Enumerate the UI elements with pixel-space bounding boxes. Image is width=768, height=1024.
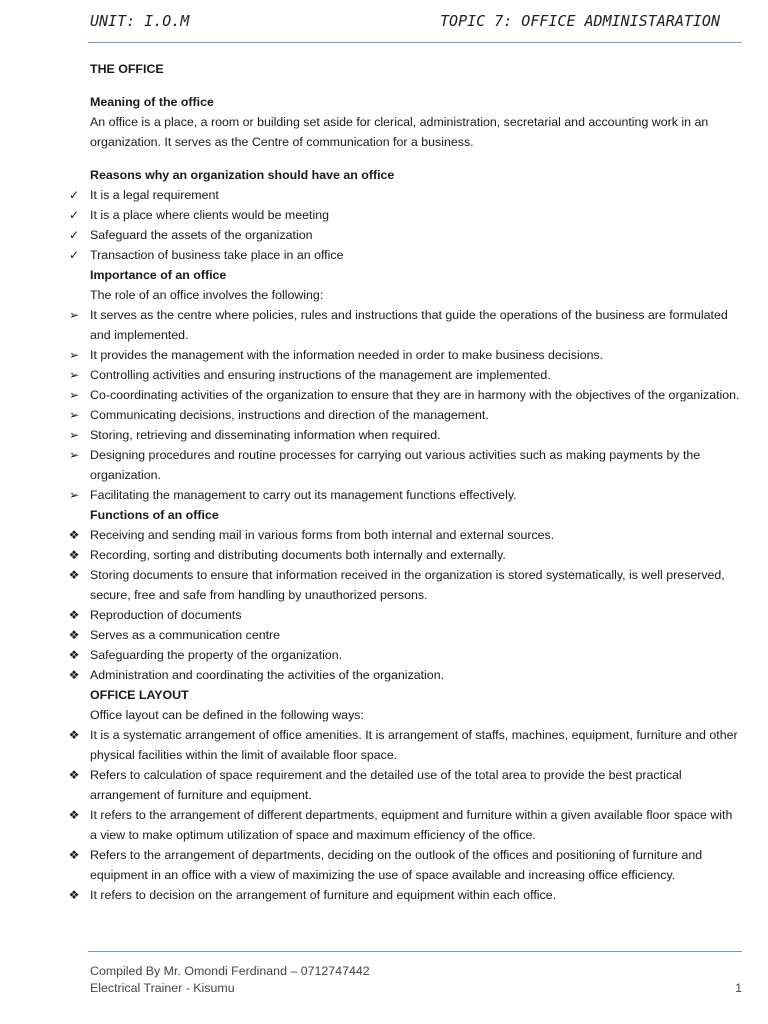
diamond-bullet-icon: ❖ bbox=[68, 548, 80, 562]
arrow-bullet-icon: ➢ bbox=[68, 308, 80, 322]
list-item: ❖ Safeguarding the property of the organization. bbox=[90, 645, 740, 665]
diamond-bullet-icon: ❖ bbox=[68, 668, 80, 682]
meaning-paragraph: An office is a place, a room or building set aside for clerical, administration, secretarial and accounting work in an organization. It serves as the Centre of communication for a business. bbox=[90, 115, 709, 149]
document-body bbox=[68, 59, 740, 905]
diamond-bullet-icon: ❖ bbox=[68, 568, 80, 582]
list-item: ➢ Controlling activities and ensuring instructions of the management are implemented. bbox=[90, 365, 740, 385]
page-footer bbox=[90, 963, 370, 997]
arrow-bullet-icon: ➢ bbox=[68, 348, 80, 362]
checkmark-icon: ✓ bbox=[68, 248, 80, 262]
arrow-bullet-icon: ➢ bbox=[68, 488, 80, 502]
reasons-list bbox=[68, 185, 740, 265]
arrow-bullet-icon: ➢ bbox=[68, 408, 80, 422]
list-item: ➢ Co-coordinating activities of the organization to ensure that they are in harmony with the objectives of the organization. bbox=[90, 385, 740, 405]
layout-heading: OFFICE LAYOUT bbox=[90, 688, 189, 702]
author-role: Electrical Trainer - Kisumu bbox=[90, 981, 235, 995]
list-item: ✓ It is a legal requirement bbox=[90, 185, 740, 205]
diamond-bullet-icon: ❖ bbox=[68, 648, 80, 662]
functions-heading: Functions of an office bbox=[90, 508, 219, 522]
checkmark-icon: ✓ bbox=[68, 208, 80, 222]
list-item: ❖ Reproduction of documents bbox=[90, 605, 740, 625]
arrow-bullet-icon: ➢ bbox=[68, 448, 80, 462]
diamond-bullet-icon: ❖ bbox=[68, 628, 80, 642]
list-item: ➢ Communicating decisions, instructions and direction of the management. bbox=[90, 405, 740, 425]
spacer bbox=[90, 152, 740, 165]
page-header bbox=[90, 10, 720, 34]
list-item: ❖ Serves as a communication centre bbox=[90, 625, 740, 645]
importance-list bbox=[68, 305, 740, 505]
checkmark-icon: ✓ bbox=[68, 188, 80, 202]
diamond-bullet-icon: ❖ bbox=[68, 728, 80, 742]
topic-label: TOPIC 7: OFFICE ADMINISTARATION bbox=[440, 12, 720, 30]
list-item: ❖ Refers to calculation of space requirement and the detailed use of the total area to provide the best practical arrangement of furniture and equipment. bbox=[90, 765, 740, 805]
unit-label: UNIT: I.O.M bbox=[90, 12, 190, 30]
list-item: ❖ Refers to the arrangement of departments, deciding on the outlook of the offices and positioning of furniture and equipment in an office with a view of maximizing the use of space available and increasing office efficiency. bbox=[90, 845, 740, 885]
importance-intro: The role of an office involves the following: bbox=[90, 288, 324, 302]
list-item: ➢ It serves as the centre where policies, rules and instructions that guide the operations of the business are formulated and implemented. bbox=[90, 305, 740, 345]
diamond-bullet-icon: ❖ bbox=[68, 528, 80, 542]
list-item: ➢ It provides the management with the information needed in order to make business decisions. bbox=[90, 345, 740, 365]
spacer bbox=[90, 79, 740, 92]
layout-intro: Office layout can be defined in the following ways: bbox=[90, 708, 364, 722]
footer-divider bbox=[88, 951, 742, 952]
diamond-bullet-icon: ❖ bbox=[68, 608, 80, 622]
list-item: ❖ It refers to the arrangement of different departments, equipment and furniture within a given available floor space with a view to make optimum utilization of space and maximum efficiency of the office. bbox=[90, 805, 740, 845]
list-item: ❖ It refers to decision on the arrangement of furniture and equipment within each office. bbox=[90, 885, 740, 905]
list-item: ❖ It is a systematic arrangement of office amenities. It is arrangement of staffs, machines, equipment, furniture and other physical facilities within the limit of available floor space. bbox=[90, 725, 740, 765]
list-item: ❖ Storing documents to ensure that information received in the organization is stored systematically, is well preserved, secure, free and safe from handling by unauthorized persons. bbox=[90, 565, 740, 605]
list-item: ✓ It is a place where clients would be meeting bbox=[90, 205, 740, 225]
arrow-bullet-icon: ➢ bbox=[68, 388, 80, 402]
page-number: 1 bbox=[735, 981, 742, 995]
functions-list bbox=[68, 525, 740, 685]
list-item: ❖ Recording, sorting and distributing documents both internally and externally. bbox=[90, 545, 740, 565]
layout-list bbox=[68, 725, 740, 905]
list-item: ❖ Administration and coordinating the activities of the organization. bbox=[90, 665, 740, 685]
importance-heading: Importance of an office bbox=[90, 268, 227, 282]
diamond-bullet-icon: ❖ bbox=[68, 808, 80, 822]
arrow-bullet-icon: ➢ bbox=[68, 428, 80, 442]
diamond-bullet-icon: ❖ bbox=[68, 768, 80, 782]
diamond-bullet-icon: ❖ bbox=[68, 848, 80, 862]
document-title: THE OFFICE bbox=[90, 62, 164, 76]
list-item: ➢ Storing, retrieving and disseminating information when required. bbox=[90, 425, 740, 445]
list-item: ➢ Facilitating the management to carry out its management functions effectively. bbox=[90, 485, 740, 505]
compiled-by: Compiled By Mr. Omondi Ferdinand – 0712747442 bbox=[90, 964, 370, 978]
list-item: ✓ Transaction of business take place in an office bbox=[90, 245, 740, 265]
arrow-bullet-icon: ➢ bbox=[68, 368, 80, 382]
reasons-heading: Reasons why an organization should have an office bbox=[90, 168, 395, 182]
meaning-heading: Meaning of the office bbox=[90, 95, 214, 109]
list-item: ➢ Designing procedures and routine processes for carrying out various activities such as making payments by the organization. bbox=[90, 445, 740, 485]
checkmark-icon: ✓ bbox=[68, 228, 80, 242]
header-divider bbox=[88, 42, 742, 43]
diamond-bullet-icon: ❖ bbox=[68, 888, 80, 902]
list-item: ❖ Receiving and sending mail in various forms from both internal and external sources. bbox=[90, 525, 740, 545]
list-item: ✓ Safeguard the assets of the organization bbox=[90, 225, 740, 245]
